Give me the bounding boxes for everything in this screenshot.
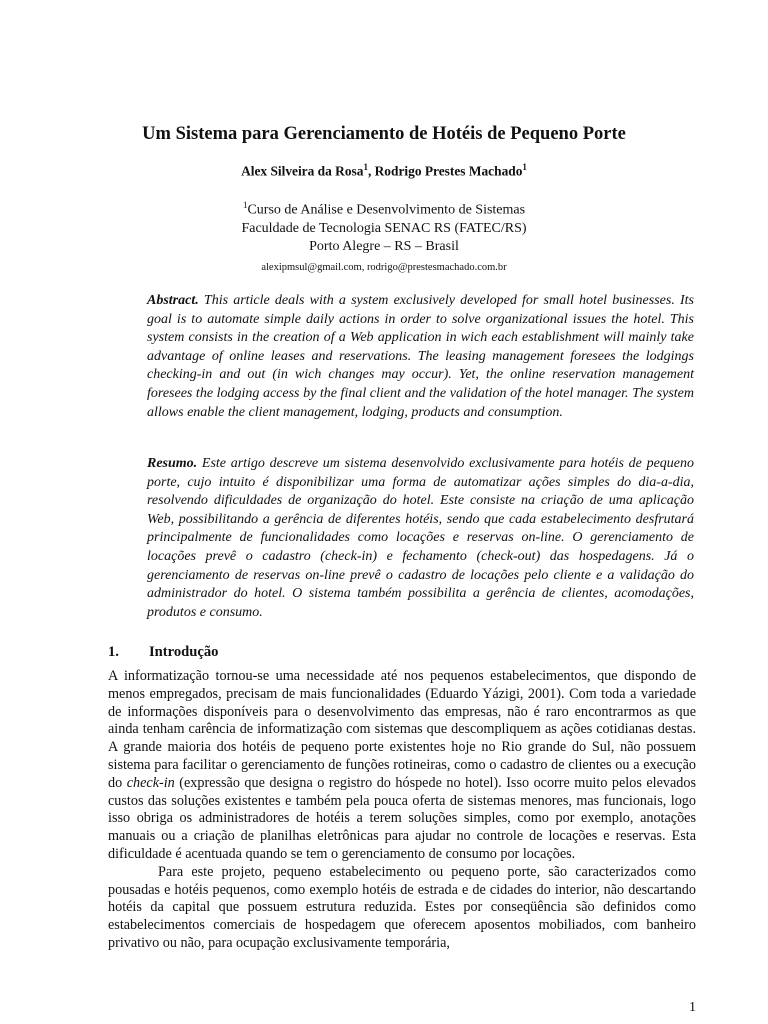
- paper-title: Um Sistema para Gerenciamento de Hotéis de Pequeno Porte: [142, 124, 626, 144]
- paragraph-emphasis: check-in: [126, 774, 175, 791]
- abstract-portuguese: [147, 455, 694, 622]
- section-title: Introdução: [149, 644, 219, 660]
- author-name: Alex Silveira da Rosa: [241, 163, 364, 179]
- author-separator: ,: [367, 163, 375, 179]
- affiliation-mark: 1: [242, 200, 248, 210]
- body-paragraph: [108, 668, 696, 864]
- affiliation-course: Curso de Análise e Desenvolvimento de Sistemas: [247, 202, 526, 218]
- resumo-text: Este artigo descreve um sistema desenvolvido exclusivamente para hotéis de pequeno porte, cujo intuito é disponibilizar uma forma de automatizar ações simples do dia-a-dia, resolvendo dificuldades de organização do hotel. Este consiste na criação de uma aplicação Web, possibilitando a gerência de diferentes hotéis, sendo que cada estabelecimento desfrutará principalmente de funcionalidades como locações e reservas on-line. O gerenciamento de locações prevê o cadastro (check-in) e fechamento (check-out) das hospedagens. Já o gerenciamento de reservas on-line prevê o cadastro de locações pelo cliente e a validação do administrador do hotel. O sistema também possibilita a gerência de clientes, acomodações, produtos e consumo.: [147, 456, 694, 620]
- paragraph-text: A informatização tornou-se uma necessidade até nos pequenos estabelecimentos, que dispondo de menos empregados, precisam de mais funcionalidades (Eduardo Yázigi, 2001). Com toda a variedade de informações disponíveis para o desenvolvimento das empresas, não é raro encontrarmos as que ainda tenham carência de informatização com sistemas que descompliquem as ações cotidianas destas. A grande maioria dos hotéis de pequeno porte existentes hoje no Rio grande do Sul, não possuem sistema para facilitar o gerenciamento de funções rotineiras, como o cadastro de clientes ou a execução do: [108, 668, 696, 791]
- affiliation-institution: Faculdade de Tecnologia SENAC RS (FATEC/RS): [241, 220, 527, 236]
- abstract-label: Abstract.: [147, 293, 199, 308]
- abstract-text: This article deals with a system exclusively developed for small hotel businesses. Its goal is to automate simple daily actions in order to solve organizational issues the hotel. This system consists in the creation of a Web application in wich each establishment will mainly take advantage of online leases and reservations. The leasing management foresees the lodgings checking-in and out (in wich changes may occur). Yet, the online reservation management foresees the lodging access by the final client and the validation of the hotel manager. The system allows enable the client management, lodging, products and consumption.: [147, 293, 694, 420]
- body-text: [108, 668, 696, 953]
- affiliation-block: [0, 196, 768, 256]
- page-number: 1: [689, 1000, 696, 1015]
- author-line: [0, 162, 768, 179]
- abstract-english: [147, 292, 694, 422]
- resumo-label: Resumo.: [147, 456, 198, 471]
- section-number: 1.: [108, 644, 119, 660]
- author-affiliation-mark: 1: [363, 162, 368, 172]
- affiliation-location: Porto Alegre – RS – Brasil: [309, 238, 459, 254]
- paragraph-text: (expressão que designa o registro do hóspede no hotel). Isso ocorre muito pelos elevados custos das soluções existentes e também pela pouca oferta de sistemas menores, mas funcionais, logo isso obriga os administradores de hotéis a terem soluções simples, como por exemplo, anotações manuais ou a criação de planilhas eletrônicas para ajudar no controle de locações e reservas. Esta dificuldade é acentuada quando se tem o gerenciamento de consumo por locações.: [108, 774, 696, 862]
- affiliation-line: [0, 196, 768, 220]
- author-emails: alexipmsul@gmail.com, rodrigo@prestesmachado.com.br: [261, 262, 507, 273]
- author-affiliation-mark: 1: [522, 162, 527, 172]
- body-paragraph: Para este projeto, pequeno estabelecimento ou pequeno porte, são caracterizados como pousadas e hotéis pequenos, como exemplo hotéis de estrada e de cidades do interior, não descartando hotéis da capital que possuem estrutura reduzida. Estes por conseqüência são definidos como estabelecimentos comerciais de hospedagem que oferecem aposentos mobiliados, com banheiro privativo ou não, para ocupação exclusivamente temporária,: [108, 863, 696, 951]
- section-heading: [108, 644, 218, 661]
- author-name: Rodrigo Prestes Machado: [374, 163, 523, 179]
